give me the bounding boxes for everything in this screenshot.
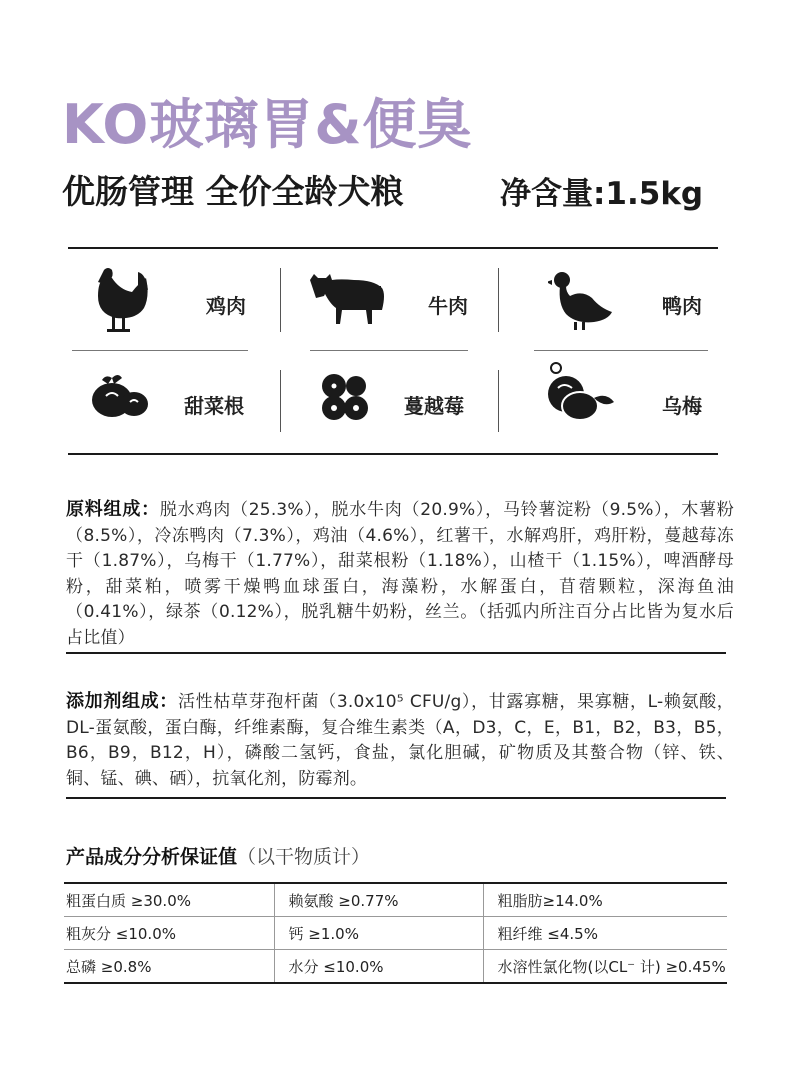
row-divider [310, 350, 468, 351]
analysis-note: （以干物质计） [237, 846, 371, 868]
table-row [64, 950, 727, 984]
row-divider [72, 350, 248, 351]
table-row [64, 917, 727, 950]
composition-divider [66, 652, 726, 654]
top-divider [68, 247, 718, 249]
analysis-table [64, 882, 727, 984]
table-cell: 粗纤维 ≤4.5% [483, 917, 727, 950]
ingredient-beef [290, 262, 505, 342]
product-subtitle: 优肠管理 全价全龄犬粮 [62, 172, 404, 211]
row-divider [534, 350, 708, 351]
composition-section [66, 497, 734, 651]
ingredient-cranberry [290, 362, 505, 442]
net-weight: 净含量:1.5kg [500, 176, 704, 212]
beetroot-icon [90, 374, 150, 424]
table-cell: 粗脂肪≥14.0% [483, 883, 727, 917]
additives-heading: 添加剂组成： [66, 691, 178, 712]
ingredient-label: 乌梅 [662, 394, 702, 418]
cranberry-icon [318, 368, 374, 426]
table-cell: 赖氨酸 ≥0.77% [274, 883, 483, 917]
table-cell: 粗灰分 ≤10.0% [64, 917, 274, 950]
ingredient-label: 鸡肉 [206, 294, 246, 318]
ingredient-plum [508, 362, 723, 442]
ingredient-chicken [68, 262, 283, 342]
ingredient-duck [508, 262, 723, 342]
table-cell: 水分 ≤10.0% [274, 950, 483, 984]
plum-icon [544, 362, 616, 428]
composition-heading: 原料组成： [66, 499, 160, 520]
composition-text: 脱水鸡肉（25.3%），脱水牛肉（20.9%），马铃薯淀粉（9.5%），木薯粉（8.5%），冷冻鸭肉（7.3%），鸡油（4.6%），红薯干，水解鸡肝，鸡肝粉，蔓越莓冻干（1.87%），乌梅干（1.77%），甜菜根粉（1.18%），山楂干（1.15%），啤酒酵母粉，甜菜粕，喷雾干燥鸭血球蛋白，海藻粉，水解蛋白，苜蓿颗粒，深海鱼油（0.41%），绿茶（0.12%），脱乳糖牛奶粉，丝兰。（括弧内所注百分占比皆为复水后占比值） [66, 500, 734, 648]
ingredient-beetroot [68, 362, 283, 442]
ingredient-label: 鸭肉 [662, 294, 702, 318]
column-divider [280, 268, 281, 332]
product-title: KO玻璃胃&便臭 [62, 93, 473, 156]
analysis-heading [66, 842, 370, 869]
column-divider [280, 370, 281, 432]
column-divider [498, 268, 499, 332]
chicken-icon [90, 266, 152, 340]
ingredient-label: 牛肉 [428, 294, 468, 318]
column-divider [498, 370, 499, 432]
table-cell: 钙 ≥1.0% [274, 917, 483, 950]
cow-icon [306, 270, 388, 332]
additives-text: 活性枯草芽孢杆菌（3.0x10⁵ CFU/g），甘露寡糖，果寡糖，L-赖氨酸，DL-蛋氨酸，蛋白酶，纤维素酶，复合维生素类（A，D3，C，E，B1，B2，B3，B5，B6，B9，B12，H），磷酸二氢钙，食盐，氯化胆碱，矿物质及其螯合物（锌、铁、铜、锰、碘、硒），抗氧化剂，防霉剂。 [66, 692, 734, 789]
additives-divider [66, 797, 726, 799]
ingredient-label: 蔓越莓 [404, 394, 464, 418]
ingredient-label: 甜菜根 [184, 394, 244, 418]
duck-icon [548, 268, 614, 336]
table-cell: 水溶性氯化物(以CL⁻ 计) ≥0.45% [483, 950, 727, 984]
table-row [64, 883, 727, 917]
analysis-title: 产品成分分析保证值 [66, 846, 238, 868]
table-cell: 总磷 ≥0.8% [64, 950, 274, 984]
table-cell: 粗蛋白质 ≥30.0% [64, 883, 274, 917]
icons-bottom-divider [68, 453, 718, 455]
additives-section [66, 689, 734, 792]
